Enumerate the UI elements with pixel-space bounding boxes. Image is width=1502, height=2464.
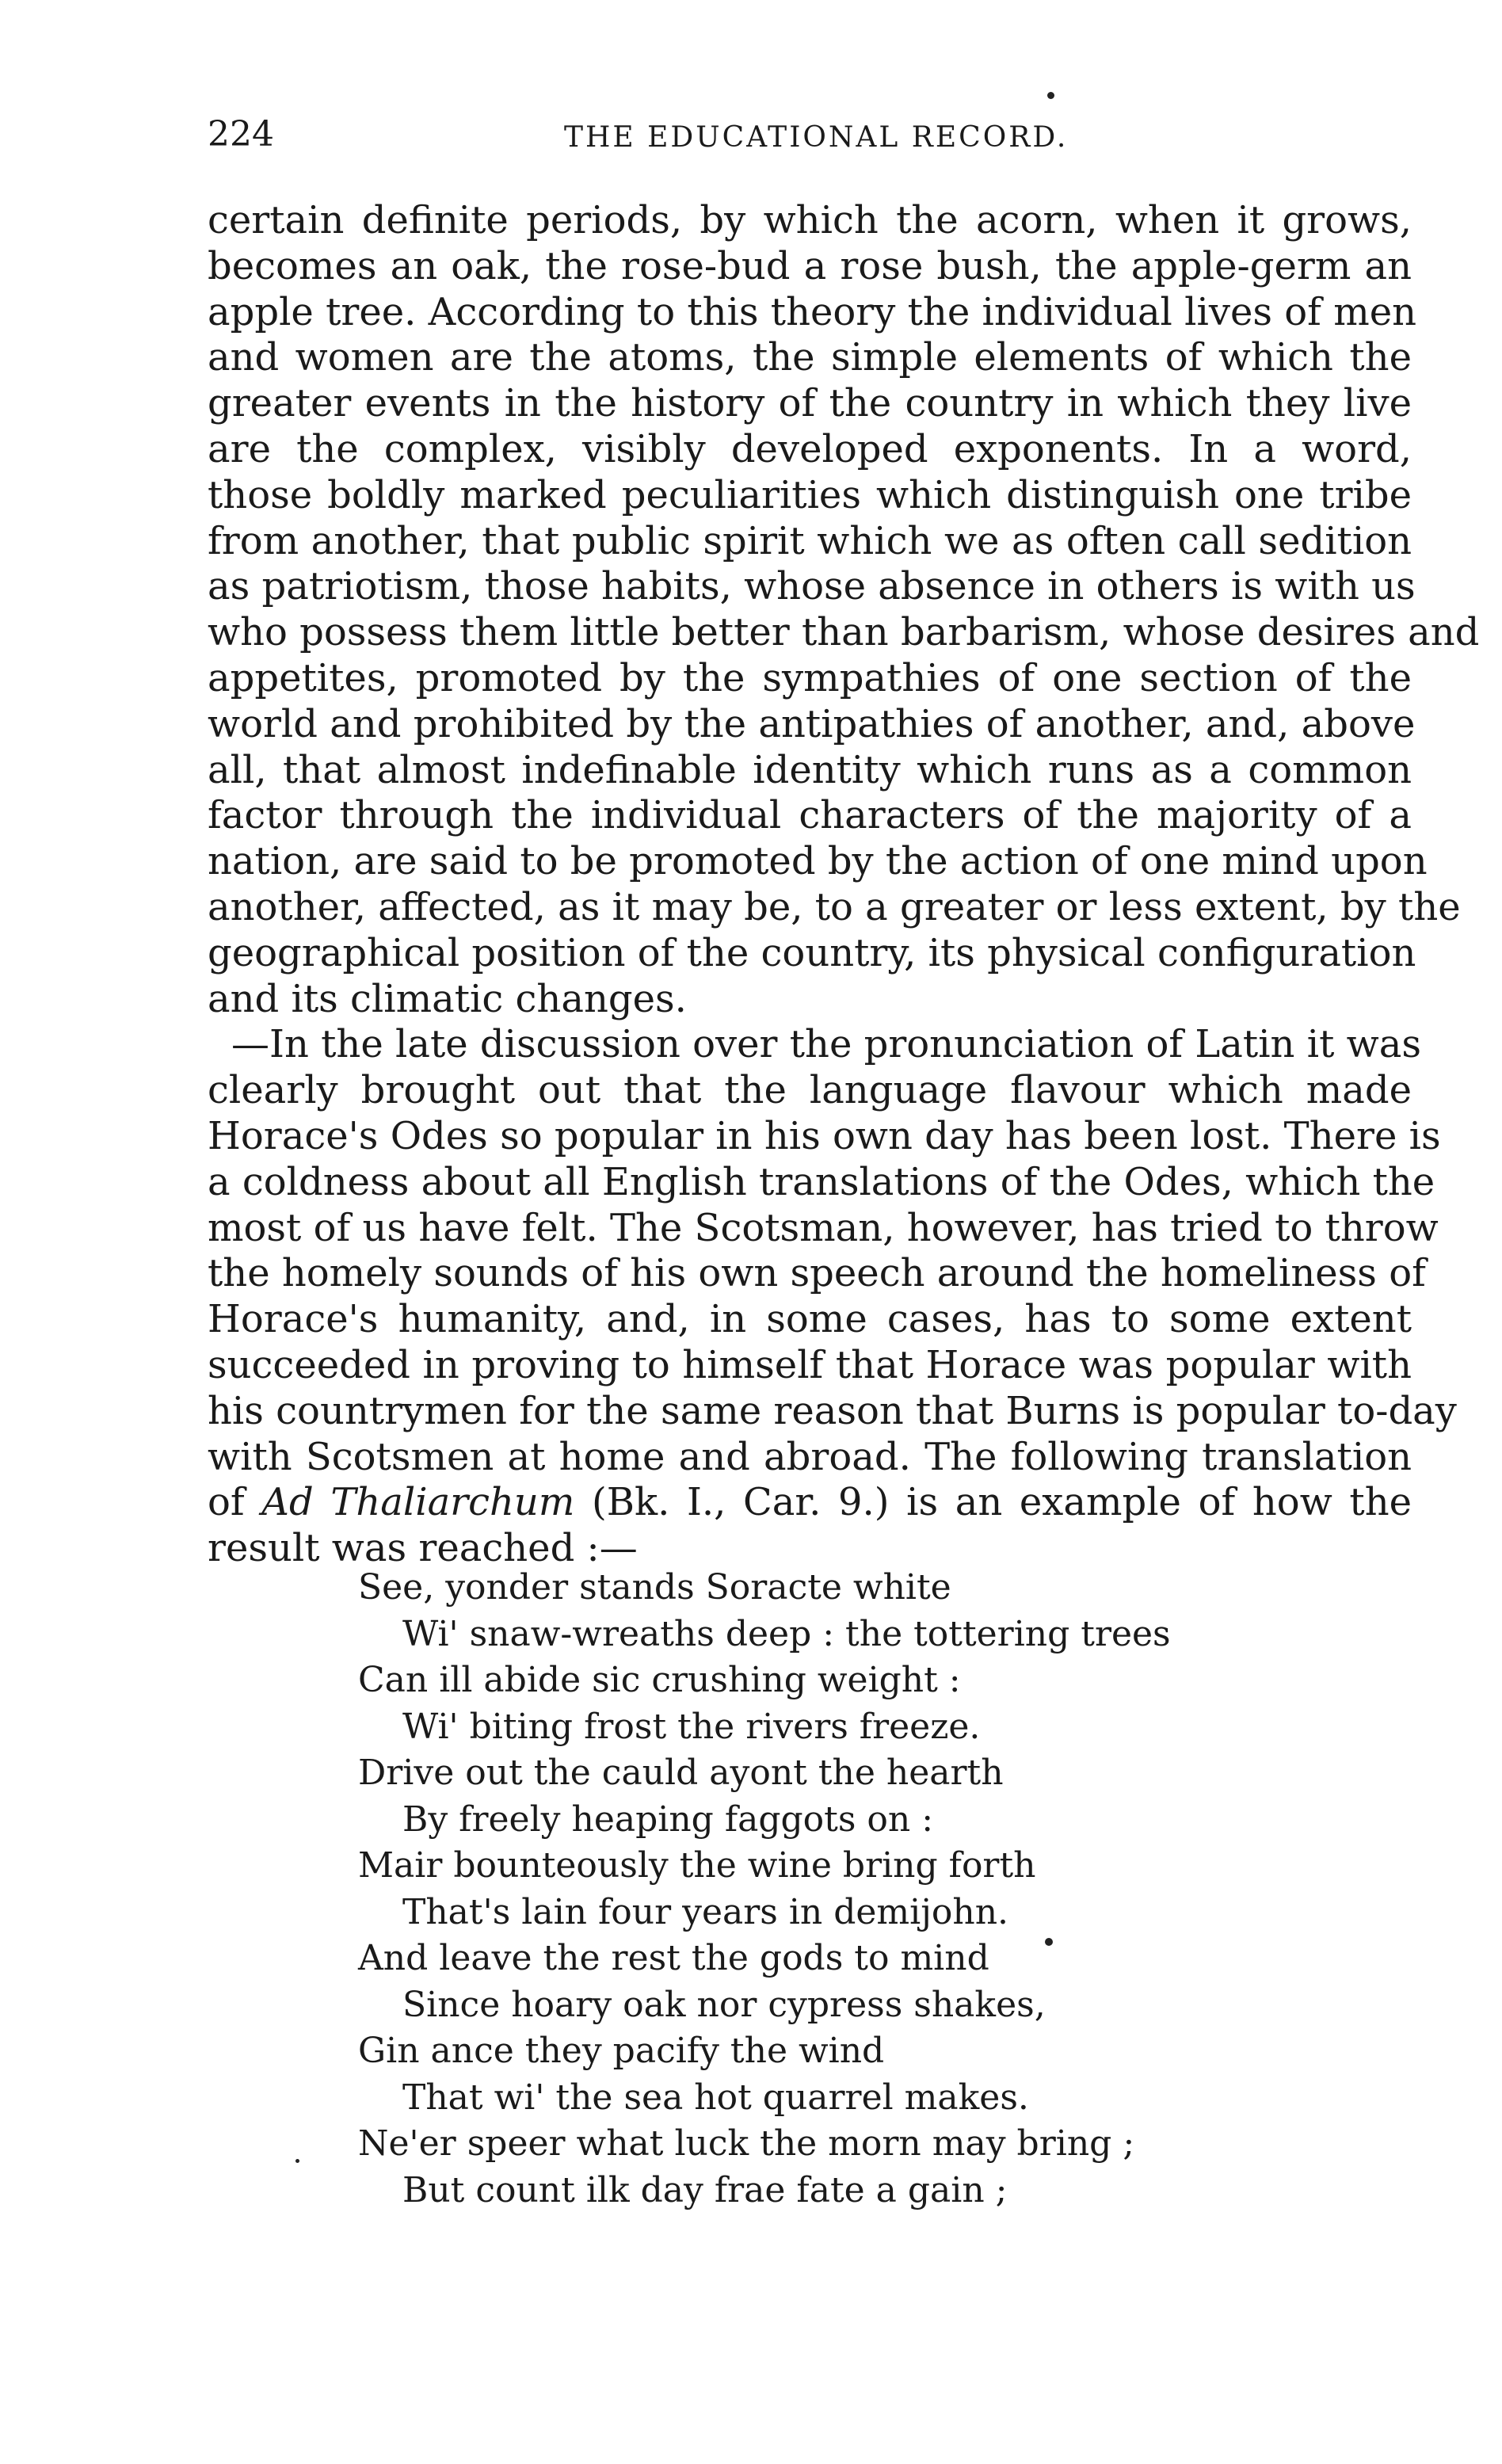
text-line: certain definite periods, by which the acorn, when it grows, — [208, 198, 1412, 242]
text-line: with Scotsmen at home and abroad. The following translation — [208, 1434, 1412, 1479]
text-line: succeeded in proving to himself that Horace was popular with — [208, 1342, 1412, 1387]
text-line: a coldness about all English translations of the Odes, which the — [208, 1159, 1435, 1204]
verse-line: That wi' the sea hot quarrel makes. — [402, 2077, 1029, 2118]
verse-line: That's lain four years in demijohn. — [402, 1891, 1009, 1932]
text-line: appetites, promoted by the sympathies of one section of the — [208, 655, 1412, 700]
text-line: greater events in the history of the country in which they live — [208, 381, 1412, 426]
verse-line: Since hoary oak nor cypress shakes, — [402, 1984, 1046, 2025]
paragraph-end-line: and its climatic changes. — [208, 976, 687, 1021]
text-line-with-title — [208, 1480, 1412, 1526]
italic-title: Ad Thaliarchum — [261, 1480, 575, 1525]
verse-line: But count ilk day frae fate a gain ; — [402, 2169, 1008, 2210]
text-line: geographical position of the country, its physical configuration — [208, 930, 1416, 975]
text-line: world and prohibited by the antipathies of another, and, above — [208, 701, 1416, 746]
text-line: Horace's Odes so popular in his own day has been lost. There is — [208, 1113, 1441, 1158]
verse-line: Drive out the cauld ayont the hearth — [358, 1753, 1004, 1793]
text-line: the homely sounds of his own speech around the homeliness of — [208, 1251, 1426, 1296]
verse-line: Wi' biting frost the rivers freeze. — [402, 1706, 981, 1747]
text-line: apple tree. According to this theory the individual lives of men — [208, 289, 1417, 334]
text-line: who possess them little better than barbarism, whose desires and — [208, 610, 1480, 655]
text-line: factor through the individual characters of the majority of a — [208, 793, 1412, 838]
verse-line: Gin ance they pacify the wind — [358, 2031, 885, 2071]
text-line: from another, that public spirit which we as often call sedition — [208, 518, 1412, 563]
ink-speck-mark — [1047, 92, 1054, 99]
verse-line: See, yonder stands Soracte white — [358, 1567, 951, 1608]
text-line: most of us have felt. The Scotsman, however, has tried to throw — [208, 1205, 1439, 1250]
poem-verse — [358, 1565, 1309, 2214]
body-text — [208, 198, 1480, 1572]
text-line: becomes an oak, the rose-bud a rose bush, the apple-germ an — [208, 243, 1412, 288]
text-line: are the complex, visibly developed exponents. In a word, — [208, 426, 1412, 471]
verse-line: Wi' snaw-wreaths deep : the tottering trees — [402, 1613, 1171, 1654]
text-line: clearly brought out that the language flavour which made — [208, 1068, 1412, 1113]
verse-line: By freely heaping faggots on : — [402, 1798, 934, 1840]
verse-line: And leave the rest the gods to mind — [358, 1938, 989, 1978]
text-line: and women are the atoms, the simple elements of which the — [208, 335, 1412, 380]
ink-speck-mark — [295, 2159, 299, 2163]
verse-line: Can ill abide sic crushing weight : — [358, 1660, 961, 1700]
text-line: his countrymen for the same reason that Burns is popular to-day — [208, 1388, 1457, 1433]
running-head: THE EDUCATIONAL RECORD. — [564, 121, 1069, 154]
text-line: those boldly marked peculiarities which distinguish one tribe — [208, 472, 1412, 517]
page-header — [208, 111, 1412, 174]
verse-line: Mair bounteously the wine bring forth — [358, 1845, 1036, 1886]
line-suffix: (Bk. I., Car. 9.) is an example of how the — [574, 1480, 1412, 1525]
ink-speck-mark — [1045, 1938, 1053, 1946]
text-line: another, affected, as it may be, to a greater or less extent, by the — [208, 884, 1461, 929]
paragraph-start-line: —In the late discussion over the pronunciation of Latin it was — [231, 1022, 1421, 1067]
page-number: 224 — [208, 114, 274, 154]
text-line: Horace's humanity, and, in some cases, has to some extent — [208, 1297, 1412, 1342]
text-line: as patriotism, those habits, whose absence in others is with us — [208, 564, 1416, 609]
text-line: nation, are said to be promoted by the action of one mind upon — [208, 839, 1428, 884]
line-prefix: of — [208, 1480, 262, 1525]
text-line: all, that almost indefinable identity which runs as a common — [208, 747, 1412, 792]
verse-line: Ne'er speer what luck the morn may bring ; — [358, 2123, 1135, 2164]
paragraph-end-line: result was reached :— — [208, 1526, 638, 1571]
